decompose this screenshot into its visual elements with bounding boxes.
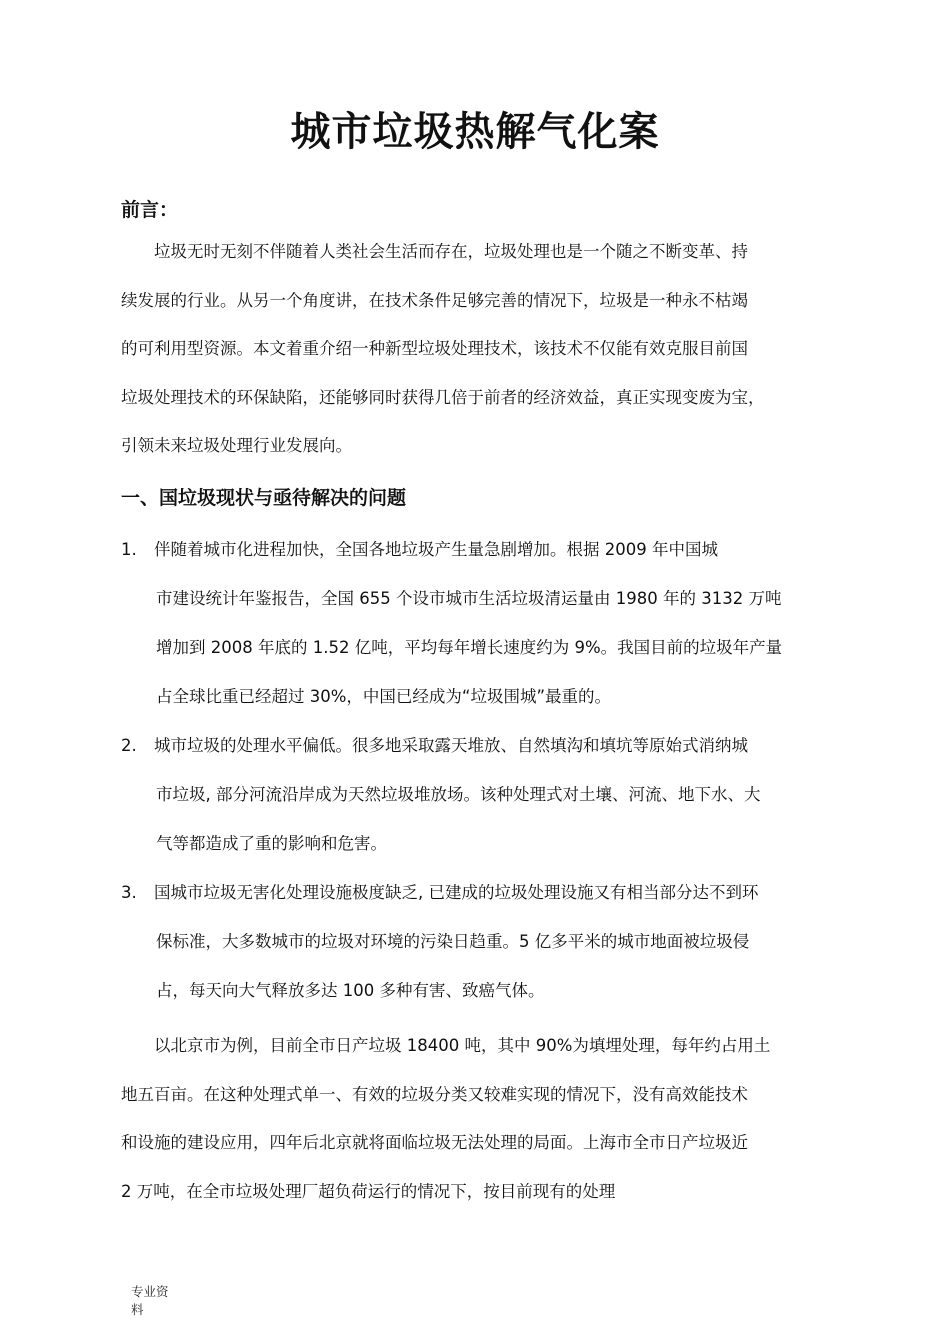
list-number: 3.	[121, 883, 137, 902]
list-line: 国城市垃圾无害化处理设施极度缺乏, 已建成的垃圾处理设施又有相当部分达不到环	[154, 883, 759, 902]
list-line: 市垃圾, 部分河流沿岸成为天然垃圾堆放场。该种处理式对土壤、河流、地下水、大	[156, 785, 761, 804]
problem-list	[121, 525, 821, 1015]
closing-line: 2 万吨，在全市垃圾处理厂超负荷运行的情况下，按目前现有的处理	[121, 1181, 616, 1201]
list-line: 占，每天向大气释放多达 100 多种有害、致癌气体。	[156, 981, 545, 1000]
list-item	[121, 525, 821, 721]
list-line: 增加到 2008 年底的 1.52 亿吨，平均每年增长速度约为 9%。我国目前的垃圾年产量	[156, 638, 783, 657]
list-item	[121, 868, 821, 1015]
list-item	[121, 721, 821, 868]
document-title: 城市垃圾热解气化案	[290, 109, 660, 155]
list-line: 伴随着城市化进程加快，全国各地垃圾产生量急剧增加。根据 2009 年中国城	[154, 540, 718, 559]
footer-line: 专业资	[131, 1284, 169, 1299]
preface-paragraph	[121, 228, 821, 471]
list-number: 1.	[121, 540, 137, 559]
list-line: 气等都造成了重的影响和危害。	[156, 834, 387, 853]
list-line: 城市垃圾的处理水平偏低。很多地采取露天堆放、自然填沟和填坑等原始式消纳城	[154, 736, 748, 755]
closing-line: 以北京市为例，目前全市日产垃圾 18400 吨，其中 90%为填埋处理，每年约占用土	[154, 1036, 771, 1055]
list-line: 保标准，大多数城市的垃圾对环境的污染日趋重。5 亿多平米的城市地面被垃圾侵	[156, 932, 750, 951]
preface-line: 垃圾处理技术的环保缺陷，还能够同时获得几倍于前者的经济效益，真正实现变废为宝，	[121, 387, 765, 407]
list-line: 市建设统计年鉴报告，全国 655 个设市城市生活垃圾清运量由 1980 年的 3132 万吨	[156, 589, 782, 608]
preface-line: 的可利用型资源。本文着重介绍一种新型垃圾处理技术，该技术不仅能有效克服目前国	[121, 339, 748, 359]
page-footer	[131, 1283, 179, 1319]
preface-line: 垃圾无时无刻不伴随着人类社会生活而存在，垃圾处理也是一个随之不断变革、持	[154, 242, 748, 261]
footer-line: 料	[131, 1302, 144, 1317]
preface-label: 前言：	[121, 199, 179, 221]
section-heading: 一、国垃圾现状与亟待解决的问题	[121, 487, 407, 509]
preface-line: 续发展的行业。从另一个角度讲，在技术条件足够完善的情况下，垃圾是一种永不枯竭	[121, 290, 748, 310]
preface-line: 引领未来垃圾处理行业发展向。	[121, 436, 352, 456]
list-line: 占全球比重已经超过 30%，中国已经成为“垃圾围城”最重的。	[156, 687, 612, 706]
closing-line: 地五百亩。在这种处理式单一、有效的垃圾分类又较难实现的情况下，没有高效能技术	[121, 1084, 748, 1104]
closing-paragraph	[121, 1022, 821, 1216]
list-number: 2.	[121, 736, 137, 755]
closing-line: 和设施的建设应用，四年后北京就将面临垃圾无法处理的局面。上海市全市日产垃圾近	[121, 1133, 748, 1153]
